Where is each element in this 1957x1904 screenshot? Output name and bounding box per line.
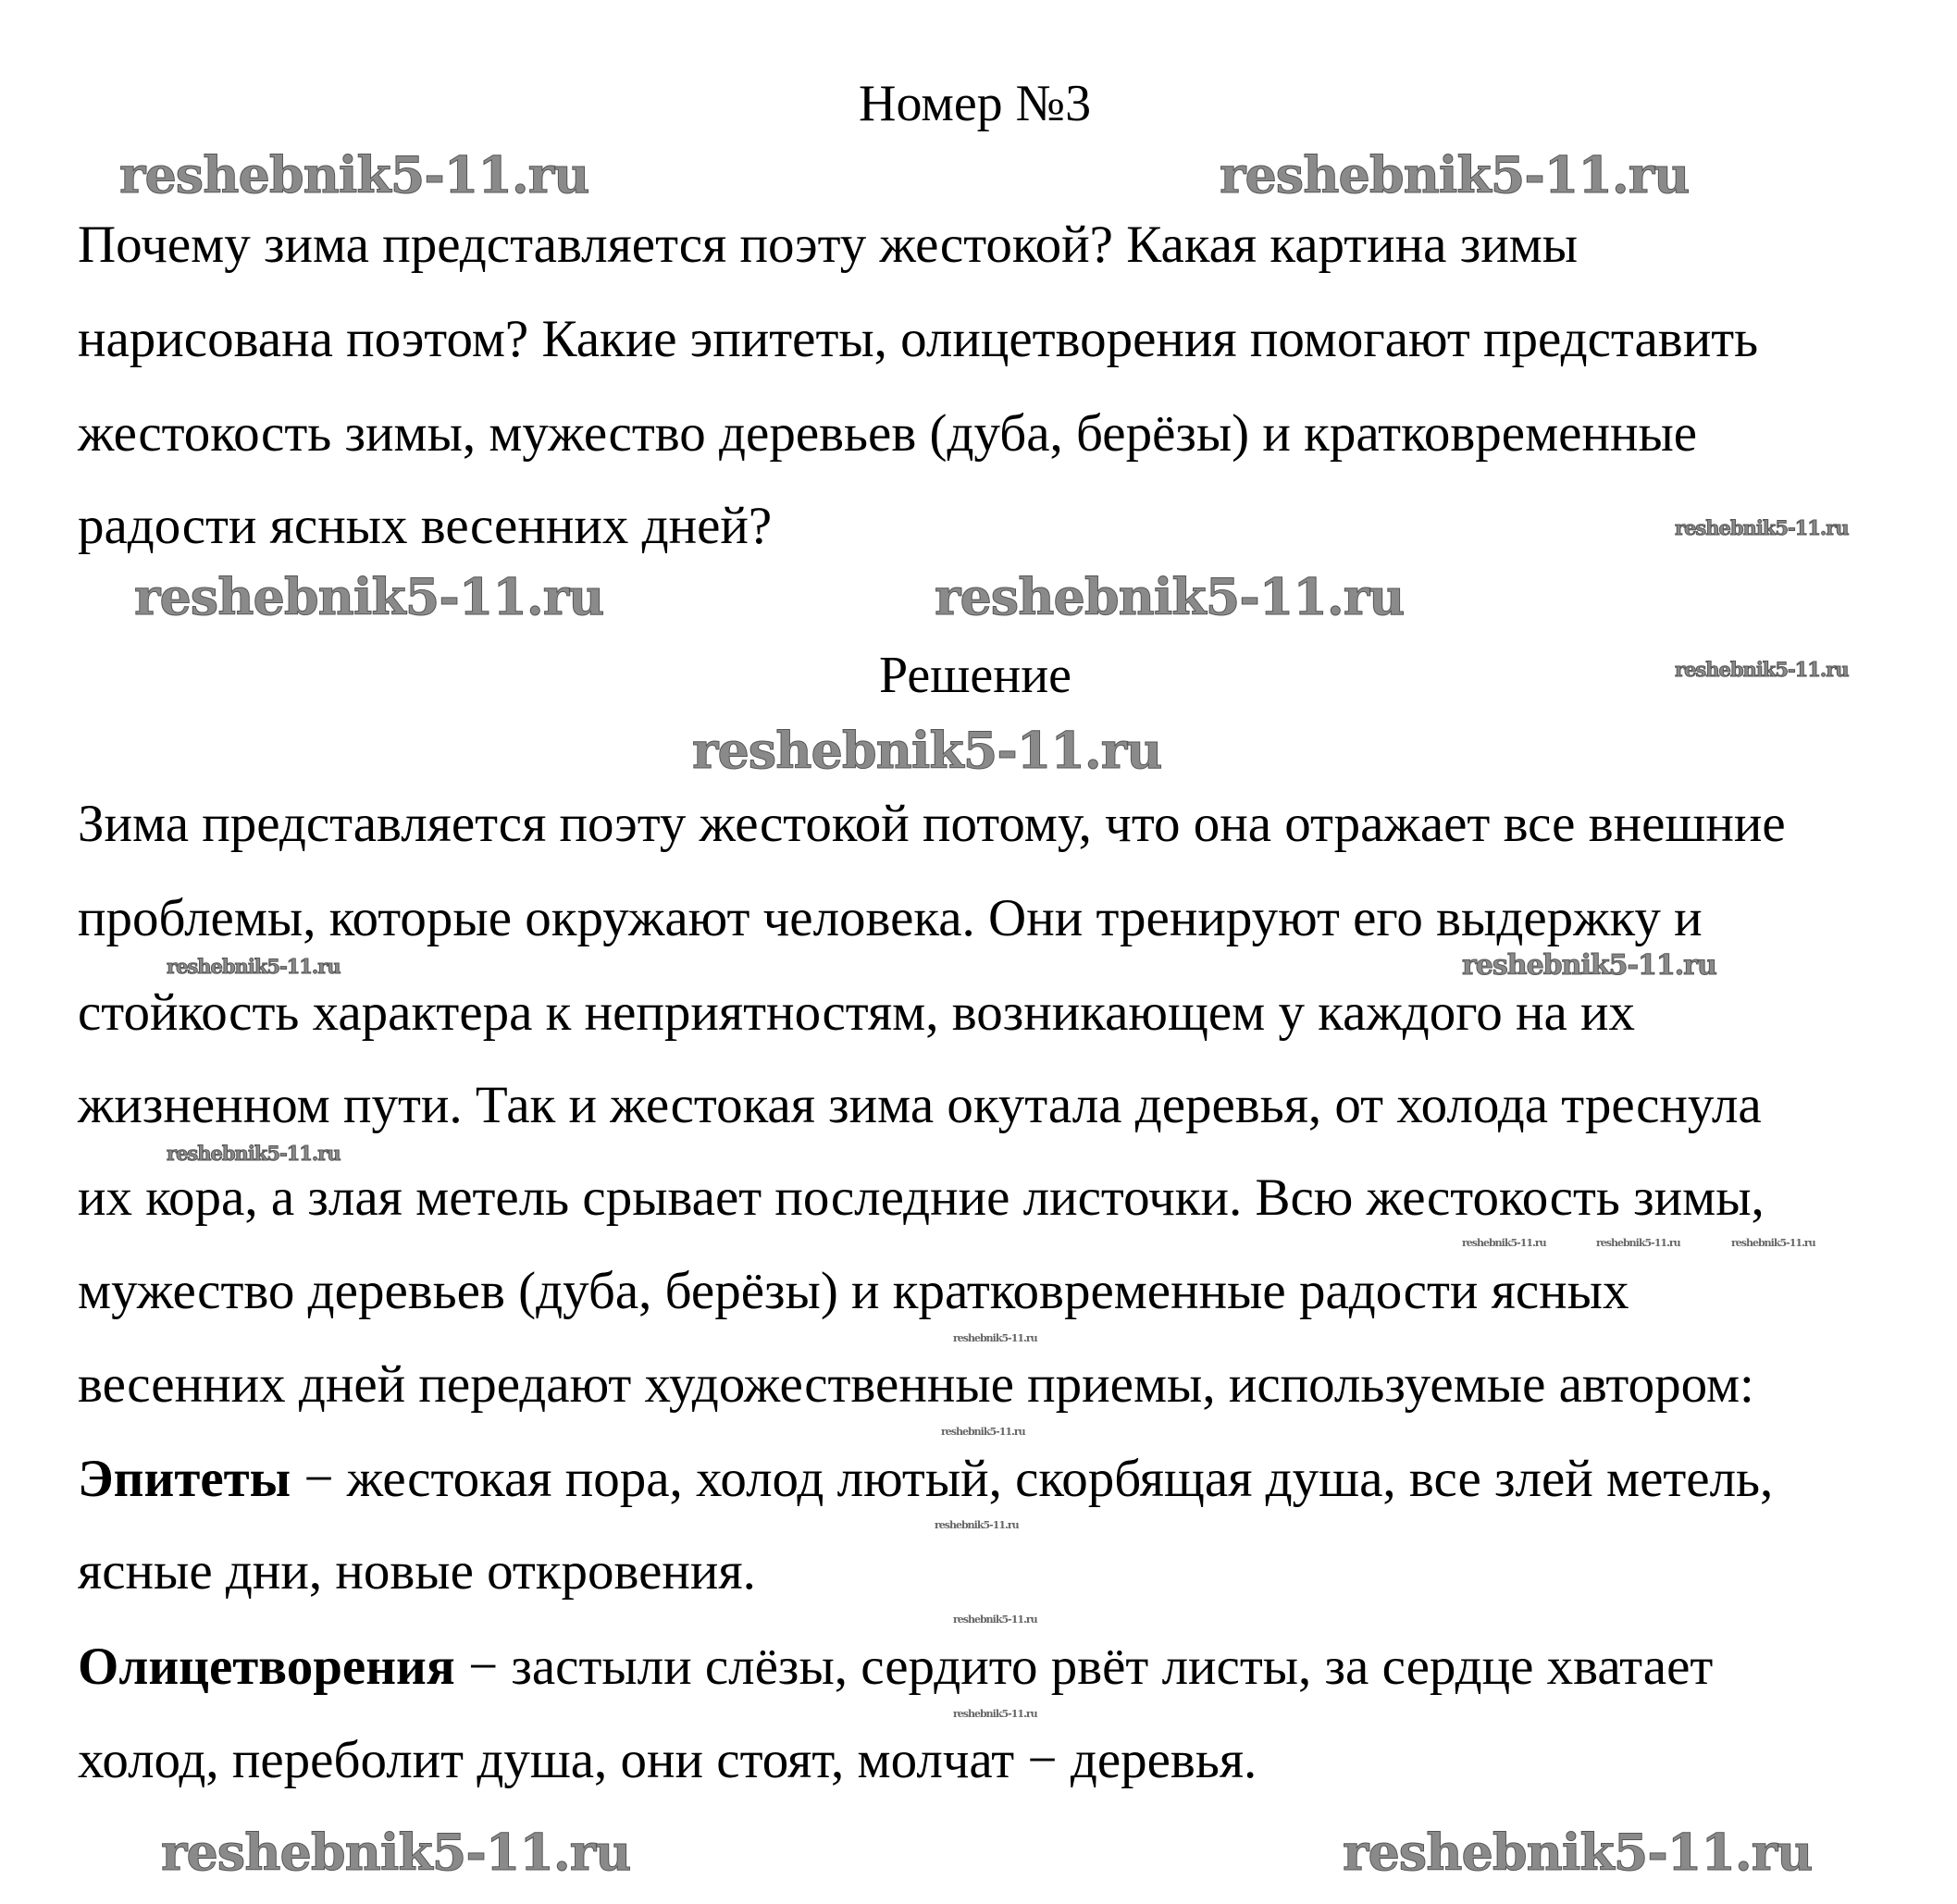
watermark: reshebnik5-11.ru bbox=[167, 1142, 341, 1165]
question-line: нарисована поэтом? Какие эпитеты, олицетворения помогают представить bbox=[78, 310, 1759, 368]
answer-line: жизненном пути. Так и жестокая зима окутала деревья, от холода треснула bbox=[78, 1076, 1762, 1134]
solution-heading: Решение bbox=[879, 647, 1072, 704]
epithets-label: Эпитеты bbox=[78, 1450, 291, 1508]
watermark: reshebnik5-11.ru bbox=[167, 955, 341, 978]
watermark: reshebnik5-11.ru bbox=[1343, 1823, 1813, 1882]
epithets-line bbox=[78, 1450, 1774, 1508]
personification-text: − застыли слёзы, сердито рвёт листы, за сердце хватает bbox=[454, 1638, 1714, 1696]
epithets-cont: ясные дни, новые откровения. bbox=[78, 1542, 756, 1601]
watermark: reshebnik5-11.ru bbox=[935, 1519, 1019, 1531]
question-line: жестокость зимы, мужество деревьев (дуба, берёзы) и кратковременные bbox=[78, 404, 1698, 463]
answer-line: мужество деревьев (дуба, берёзы) и кратковременные радости ясных bbox=[78, 1262, 1629, 1320]
watermark: reshebnik5-11.ru bbox=[953, 1613, 1037, 1626]
watermark: reshebnik5-11.ru bbox=[1675, 658, 1849, 681]
watermark: reshebnik5-11.ru bbox=[161, 1823, 631, 1882]
watermark: reshebnik5-11.ru bbox=[119, 145, 589, 204]
watermark: reshebnik5-11.ru bbox=[935, 567, 1405, 626]
question-line: радости ясных весенних дней? bbox=[78, 497, 773, 555]
answer-line: Зима представляется поэту жестокой потому, что она отражает все внешние bbox=[78, 795, 1786, 853]
watermark: reshebnik5-11.ru bbox=[692, 721, 1162, 780]
answer-line: весенних дней передают художественные приемы, используемые автором: bbox=[78, 1355, 1754, 1414]
watermark: reshebnik5-11.ru bbox=[1675, 516, 1849, 539]
watermark: reshebnik5-11.ru bbox=[1731, 1237, 1815, 1249]
personification-cont: холод, переболит душа, они стоят, молчат − деревья. bbox=[78, 1731, 1257, 1789]
watermark: reshebnik5-11.ru bbox=[1462, 949, 1716, 982]
watermark: reshebnik5-11.ru bbox=[1596, 1237, 1680, 1249]
watermark: reshebnik5-11.ru bbox=[1220, 145, 1690, 204]
personification-label: Олицетворения bbox=[78, 1638, 455, 1696]
answer-line: их кора, а злая метель срывает последние листочки. Всю жестокость зимы, bbox=[78, 1168, 1765, 1227]
personification-line bbox=[78, 1638, 1714, 1696]
answer-line: проблемы, которые окружают человека. Они тренируют его выдержку и bbox=[78, 889, 1703, 947]
answer-line: стойкость характера к неприятностям, возникающем у каждого на их bbox=[78, 983, 1636, 1042]
page-title: Номер №3 bbox=[859, 75, 1092, 132]
watermark: reshebnik5-11.ru bbox=[134, 567, 604, 626]
question-line: Почему зима представляется поэту жестокой? Какая картина зимы bbox=[78, 216, 1579, 274]
watermark: reshebnik5-11.ru bbox=[941, 1426, 1025, 1438]
watermark: reshebnik5-11.ru bbox=[1462, 1237, 1546, 1249]
watermark: reshebnik5-11.ru bbox=[953, 1332, 1037, 1344]
watermark: reshebnik5-11.ru bbox=[953, 1708, 1037, 1720]
epithets-text: − жестокая пора, холод лютый, скорбящая душа, все злей метель, bbox=[291, 1450, 1774, 1508]
